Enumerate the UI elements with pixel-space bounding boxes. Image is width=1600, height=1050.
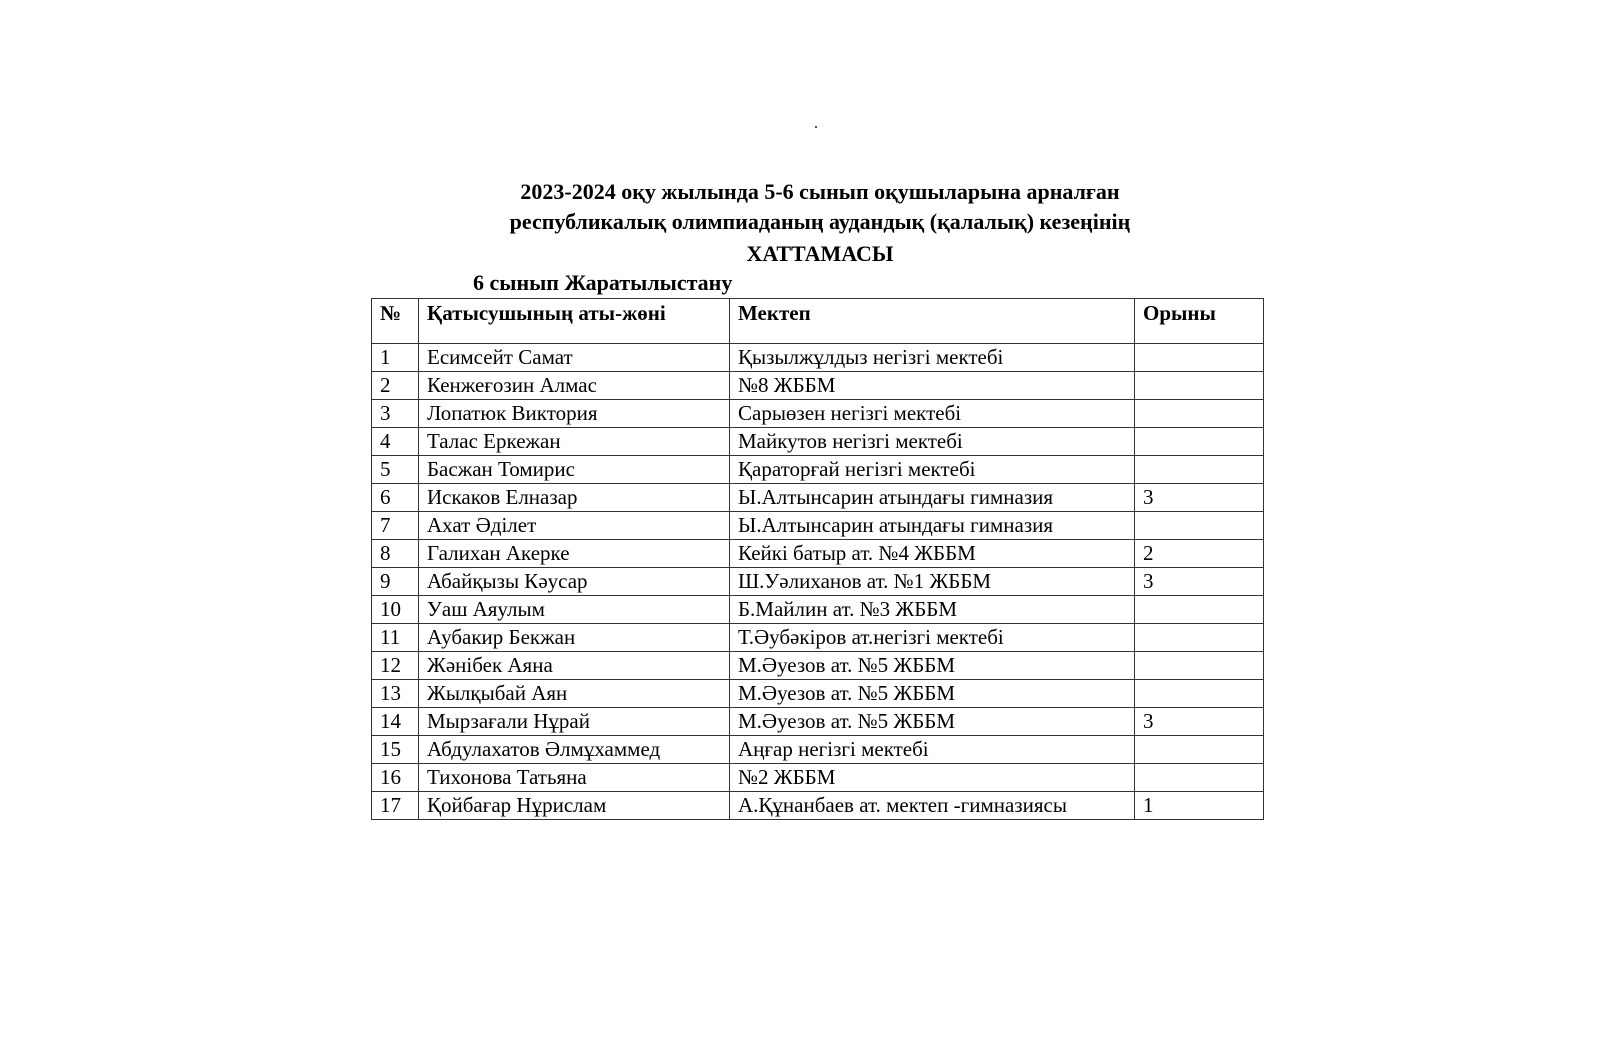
table-row xyxy=(372,708,1264,736)
place-cell: 3 xyxy=(1135,568,1264,596)
participants-table xyxy=(371,298,1264,820)
table-row xyxy=(372,456,1264,484)
document-title-line-1: 2023-2024 оқу жылында 5-6 сынып оқушыларына арналған xyxy=(520,179,1120,204)
row-number-cell: 4 xyxy=(372,428,419,456)
table-row xyxy=(372,428,1264,456)
table-row xyxy=(372,540,1264,568)
participant-name-cell: Ахат Әділет xyxy=(419,512,730,540)
row-number-cell: 5 xyxy=(372,456,419,484)
school-cell: Т.Әубәкіров ат.негізгі мектебі xyxy=(730,624,1135,652)
row-number-cell: 7 xyxy=(372,512,419,540)
place-cell: 3 xyxy=(1135,708,1264,736)
table-body xyxy=(372,344,1264,820)
table-row xyxy=(372,484,1264,512)
place-cell: 2 xyxy=(1135,540,1264,568)
participant-name-cell: Талас Еркежан xyxy=(419,428,730,456)
place-cell xyxy=(1135,736,1264,764)
table-row xyxy=(372,764,1264,792)
place-cell xyxy=(1135,624,1264,652)
place-cell xyxy=(1135,428,1264,456)
school-cell: №2 ЖББМ xyxy=(730,764,1135,792)
school-cell: М.Әуезов ат. №5 ЖББМ xyxy=(730,680,1135,708)
header-number: № xyxy=(372,299,419,344)
school-cell: №8 ЖББМ xyxy=(730,372,1135,400)
row-number-cell: 14 xyxy=(372,708,419,736)
row-number-cell: 9 xyxy=(372,568,419,596)
participant-name-cell: Уаш Аяулым xyxy=(419,596,730,624)
participant-name-cell: Жәнібек Аяна xyxy=(419,652,730,680)
participant-name-cell: Абдулахатов Әлмұхаммед xyxy=(419,736,730,764)
participant-name-cell: Есимсейт Самат xyxy=(419,344,730,372)
row-number-cell: 11 xyxy=(372,624,419,652)
table-row xyxy=(372,624,1264,652)
participant-name-cell: Лопатюк Виктория xyxy=(419,400,730,428)
place-cell xyxy=(1135,680,1264,708)
table-row xyxy=(372,372,1264,400)
school-cell: А.Құнанбаев ат. мектеп -гимназиясы xyxy=(730,792,1135,820)
table-row xyxy=(372,736,1264,764)
row-number-cell: 10 xyxy=(372,596,419,624)
participant-name-cell: Аубакир Бекжан xyxy=(419,624,730,652)
school-cell: Аңғар негізгі мектебі xyxy=(730,736,1135,764)
row-number-cell: 17 xyxy=(372,792,419,820)
place-cell: 3 xyxy=(1135,484,1264,512)
row-number-cell: 2 xyxy=(372,372,419,400)
row-number-cell: 15 xyxy=(372,736,419,764)
row-number-cell: 8 xyxy=(372,540,419,568)
school-cell: Ш.Уәлиханов ат. №1 ЖББМ xyxy=(730,568,1135,596)
place-cell xyxy=(1135,512,1264,540)
document-subtitle: 6 сынып Жаратылыстану xyxy=(473,270,733,295)
document-title-line-3: ХАТТАМАСЫ xyxy=(746,241,894,266)
row-number-cell: 1 xyxy=(372,344,419,372)
participant-name-cell: Абайқызы Кәусар xyxy=(419,568,730,596)
document-title-line-2: республикалық олимпиаданың аудандық (қалалық) кезеңінің xyxy=(509,209,1131,234)
place-cell xyxy=(1135,344,1264,372)
row-number-cell: 6 xyxy=(372,484,419,512)
participant-name-cell: Галихан Акерке xyxy=(419,540,730,568)
place-cell xyxy=(1135,596,1264,624)
table-row xyxy=(372,344,1264,372)
header-school: Мектеп xyxy=(730,299,1135,344)
participant-name-cell: Тихонова Татьяна xyxy=(419,764,730,792)
participant-name-cell: Қойбағар Нұрислам xyxy=(419,792,730,820)
school-cell: Майкутов негізгі мектебі xyxy=(730,428,1135,456)
participant-name-cell: Искаков Елназар xyxy=(419,484,730,512)
table-row xyxy=(372,652,1264,680)
place-cell: 1 xyxy=(1135,792,1264,820)
table-row xyxy=(372,680,1264,708)
table-row xyxy=(372,596,1264,624)
table-row xyxy=(372,400,1264,428)
school-cell: Б.Майлин ат. №3 ЖББМ xyxy=(730,596,1135,624)
table-row xyxy=(372,512,1264,540)
place-cell xyxy=(1135,372,1264,400)
place-cell xyxy=(1135,764,1264,792)
school-cell: Ы.Алтынсарин атындағы гимназия xyxy=(730,484,1135,512)
place-cell xyxy=(1135,400,1264,428)
school-cell: Сарыөзен негізгі мектебі xyxy=(730,400,1135,428)
place-cell xyxy=(1135,652,1264,680)
place-cell xyxy=(1135,456,1264,484)
school-cell: Қараторғай негізгі мектебі xyxy=(730,456,1135,484)
row-number-cell: 16 xyxy=(372,764,419,792)
participant-name-cell: Жылқыбай Аян xyxy=(419,680,730,708)
row-number-cell: 3 xyxy=(372,400,419,428)
header-place: Орыны xyxy=(1135,299,1264,344)
participant-name-cell: Басжан Томирис xyxy=(419,456,730,484)
school-cell: Кейкі батыр ат. №4 ЖББМ xyxy=(730,540,1135,568)
school-cell: М.Әуезов ат. №5 ЖББМ xyxy=(730,652,1135,680)
participant-name-cell: Кенжеғозин Алмас xyxy=(419,372,730,400)
table-row xyxy=(372,568,1264,596)
stray-dot-mark xyxy=(815,126,817,128)
table-header-row xyxy=(372,299,1264,344)
row-number-cell: 13 xyxy=(372,680,419,708)
table-row xyxy=(372,792,1264,820)
school-cell: М.Әуезов ат. №5 ЖББМ xyxy=(730,708,1135,736)
school-cell: Қызылжұлдыз негізгі мектебі xyxy=(730,344,1135,372)
row-number-cell: 12 xyxy=(372,652,419,680)
school-cell: Ы.Алтынсарин атындағы гимназия xyxy=(730,512,1135,540)
header-participant-name: Қатысушының аты-жөні xyxy=(419,299,730,344)
participant-name-cell: Мырзағали Нұрай xyxy=(419,708,730,736)
